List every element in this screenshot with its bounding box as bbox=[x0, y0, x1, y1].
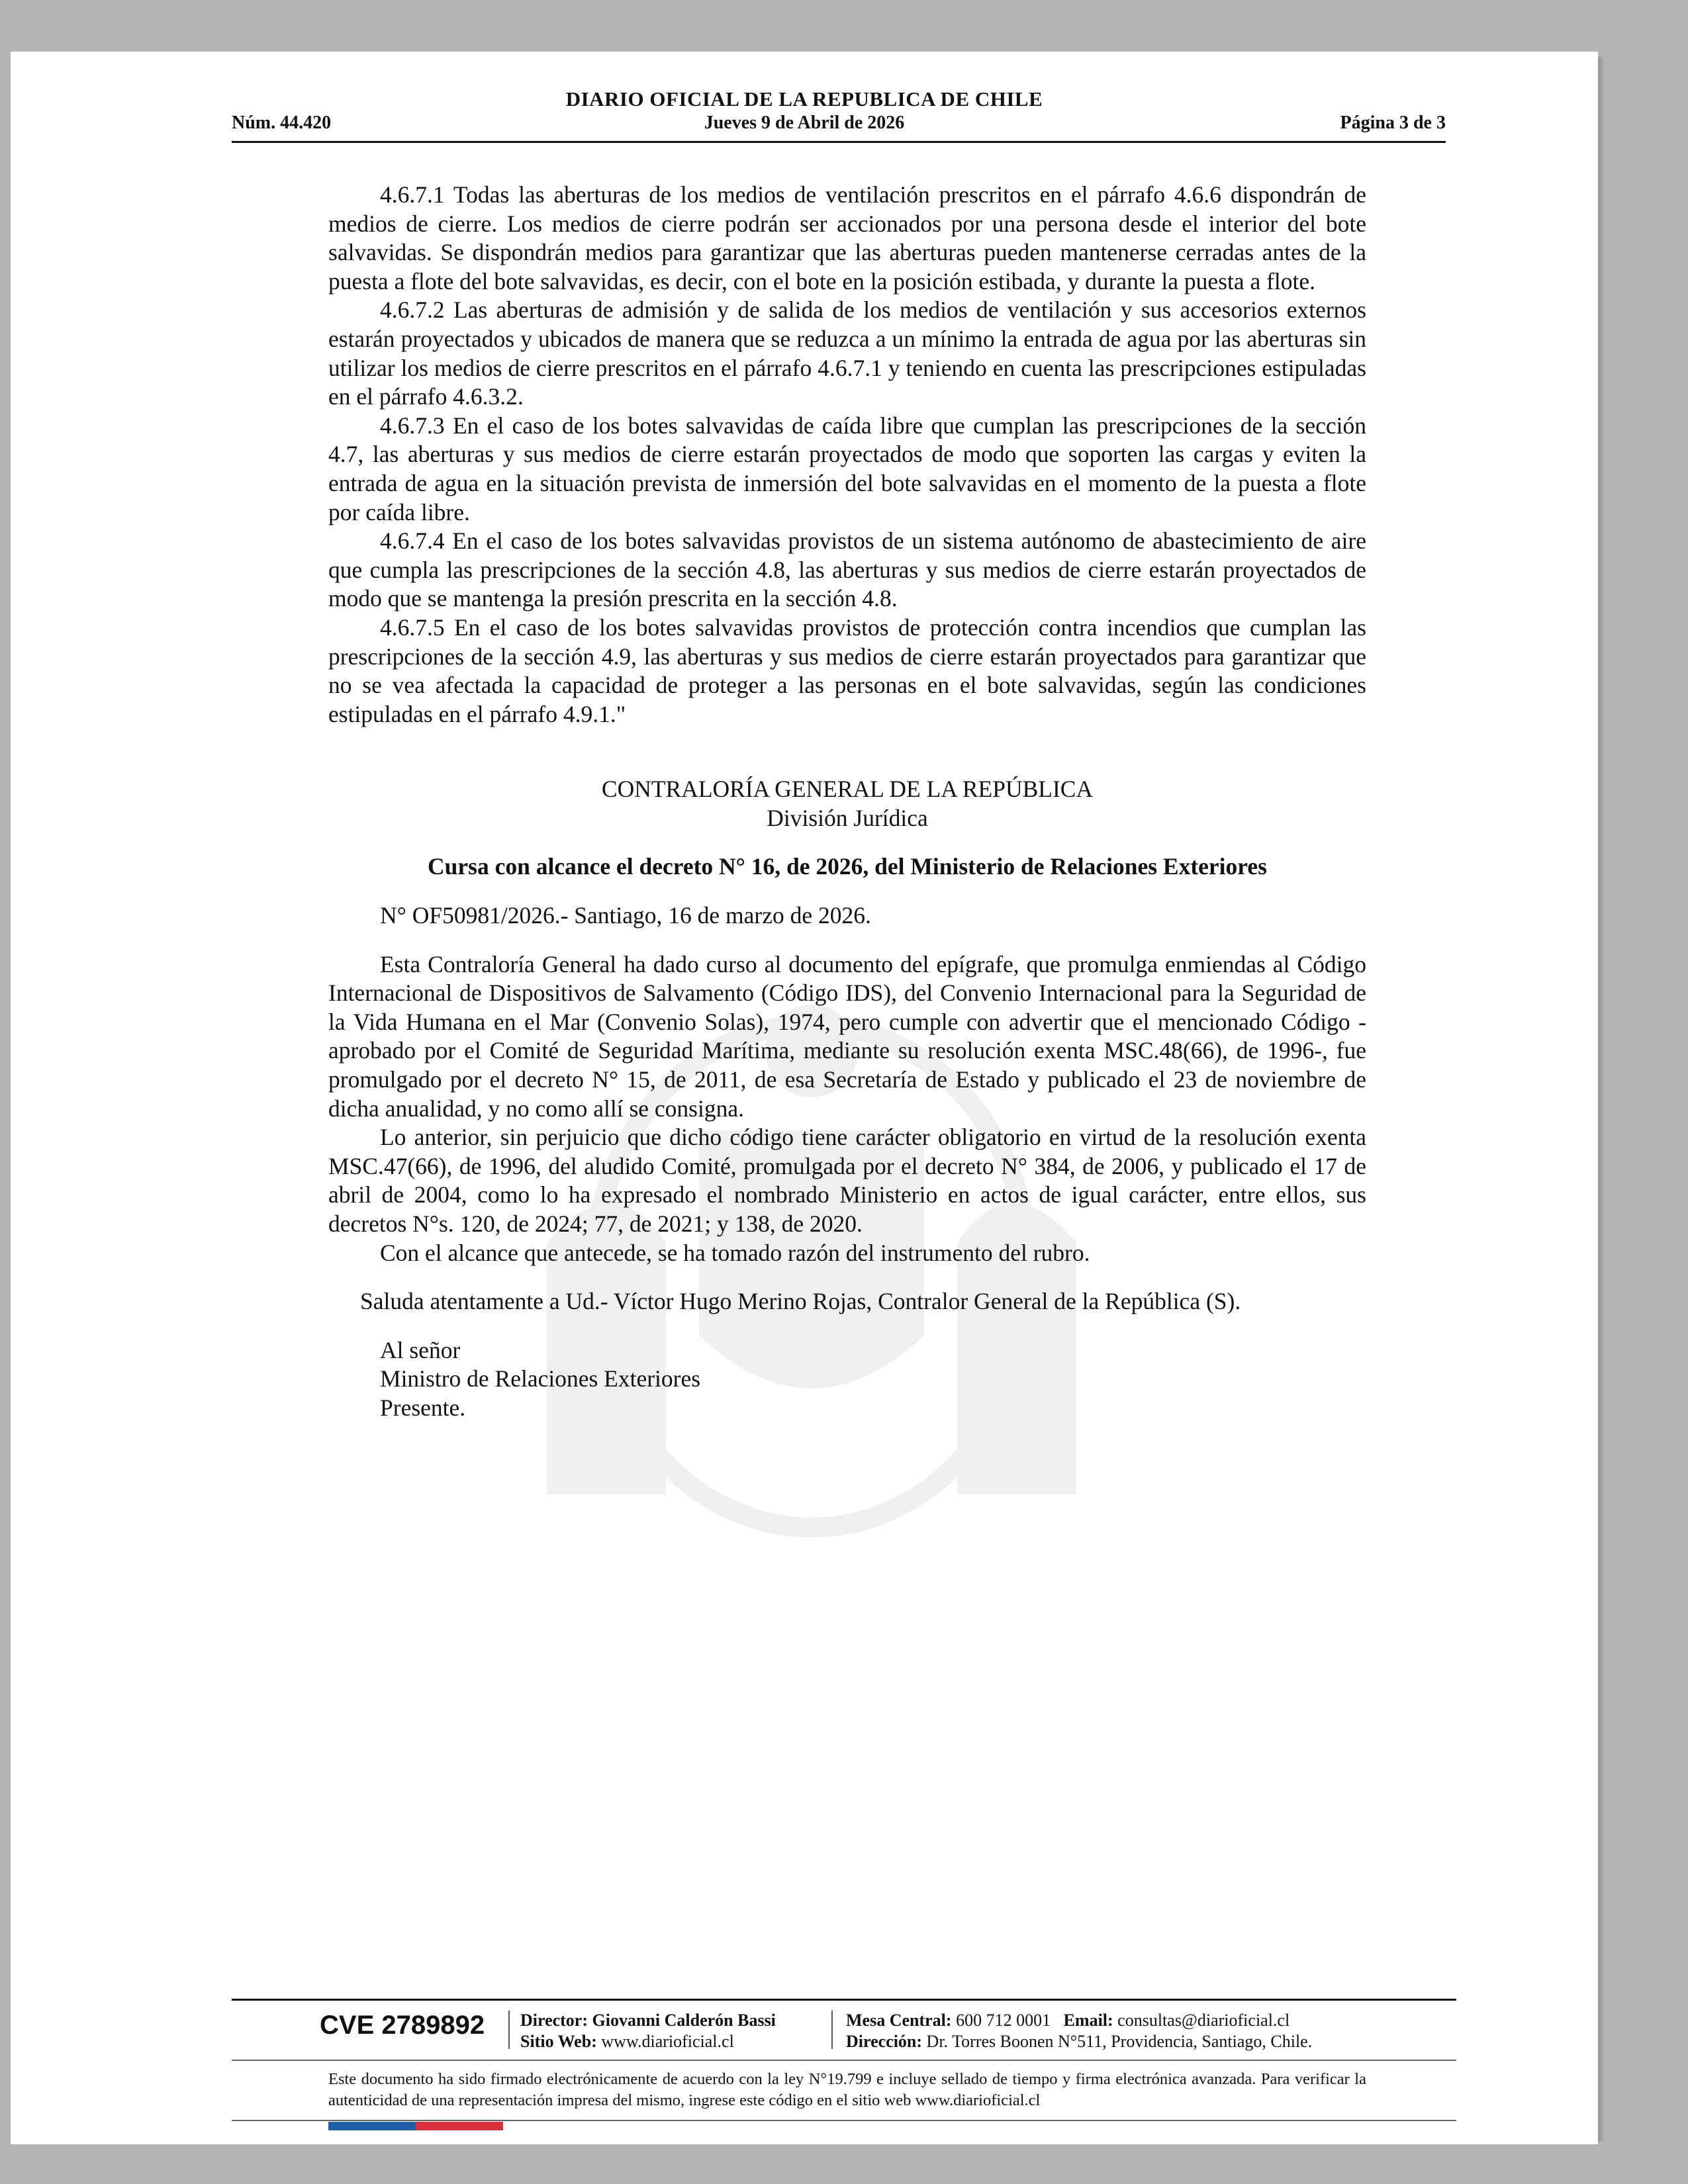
issue-date: Jueves 9 de Abril de 2026 bbox=[704, 113, 905, 133]
newspaper-title: DIARIO OFICIAL DE LA REPUBLICA DE CHILE bbox=[565, 87, 1043, 111]
flag-stripe-red bbox=[416, 2122, 503, 2130]
salutation: Saluda atentamente a Ud.- Víctor Hugo Merino Rojas, Contralor General de la República (S). bbox=[360, 1288, 1241, 1315]
footer-bottom-rule bbox=[232, 2120, 1456, 2121]
spacer bbox=[328, 931, 1366, 950]
footer-legal-notice: Este documento ha sido firmado electrónicamente de acuerdo con la ley N°19.799 e incluye sellado de tiempo y firma electrónica avanzada. Para verificar la autenticidad de una representación impresa del mismo, ingrese este código en el sitio web www.diarioficial.cl bbox=[328, 2070, 1366, 2109]
mesa-phone: 600 712 0001 bbox=[956, 2011, 1051, 2030]
addressee-line-2: Ministro de Relaciones Exteriores bbox=[380, 1365, 701, 1392]
address-value: Dr. Torres Boonen N°511, Providencia, Santiago, Chile. bbox=[926, 2032, 1313, 2051]
footer-mid-rule bbox=[232, 2060, 1456, 2061]
footer-top-rule bbox=[232, 1999, 1456, 2001]
spacer bbox=[328, 833, 1366, 852]
paragraph-4-6-7-4: 4.6.7.4 En el caso de los botes salvavidas provistos de un sistema autónomo de abastecimiento de aire que cumpla las prescripciones de la sección 4.8, las aberturas y sus medios de cierre estarán proyectados de modo que se mantenga la presión prescrita en la sección 4.8. bbox=[328, 527, 1366, 612]
footer-divider bbox=[508, 2011, 510, 2049]
body-paragraph-3: Con el alcance que antecede, se ha tomado razón del instrumento del rubro. bbox=[380, 1239, 1090, 1266]
addressee-line-1: Al señor bbox=[380, 1336, 461, 1363]
issue-number: Núm. 44.420 bbox=[232, 113, 332, 133]
reference-line: N° OF50981/2026.- Santiago, 16 de marzo de 2026. bbox=[380, 902, 871, 929]
footer-contact-block bbox=[846, 2010, 1312, 2052]
spacer bbox=[328, 729, 1366, 775]
cve-code: CVE 2789892 bbox=[320, 2011, 485, 2040]
page-indicator: Página 3 de 3 bbox=[1340, 113, 1446, 133]
division-name: División Jurídica bbox=[767, 804, 928, 831]
mesa-label: Mesa Central: bbox=[846, 2011, 952, 2030]
paragraph-4-6-7-5: 4.6.7.5 En el caso de los botes salvavidas provistos de protección contra incendios que cumplan las prescripciones de la sección 4.9, las aberturas y sus medios de cierre estarán proyectados para garantizar que no se vea afectada la capacidad de proteger a las personas en el bote salvavidas, según las condiciones estipuladas en el párrafo 4.9.1." bbox=[328, 614, 1366, 727]
document-page bbox=[11, 52, 1598, 2144]
site-label: Sitio Web: bbox=[520, 2032, 597, 2051]
spacer bbox=[328, 882, 1366, 901]
body-paragraph-1: Esta Contraloría General ha dado curso al documento del epígrafe, que promulga enmiendas al Código Internacional de Dispositivos de Salvamento (Código IDS), del Convenio Internacional para la Seguridad de la Vida Humana en el Mar (Convenio Solas), 1974, pero cumple con advertir que el mencionado Código -aprobado por el Comité de Seguridad Marítima, mediante su resolución exenta MSC.48(66), de 1996-, fue promulgado por el decreto N° 15, de 2011, de esa Secretaría de Estado y publicado el 23 de noviembre de dicha anualidad, y no como allí se consigna. bbox=[328, 950, 1366, 1122]
email-address[interactable]: consultas@diarioficial.cl bbox=[1117, 2011, 1290, 2030]
director-name: Giovanni Calderón Bassi bbox=[592, 2011, 776, 2030]
addressee-line-3: Presente. bbox=[380, 1394, 466, 1421]
paragraph-4-6-7-1: 4.6.7.1 Todas las aberturas de los medios de ventilación prescritos en el párrafo 4.6.6 dispondrán de medios de cierre. Los medios de cierre podrán ser accionados por una persona desde el interior del bote salvavidas. Se dispondrán medios para garantizar que las aberturas pueden mantenerse cerradas antes de la puesta a flote del bote salvavidas, es decir, con el bote en la posición estibada, y durante la puesta a flote. bbox=[328, 181, 1366, 295]
body-paragraph-2: Lo anterior, sin perjuicio que dicho código tiene carácter obligatorio en virtud de la resolución exenta MSC.47(66), de 1996, del aludido Comité, promulgada por el decreto N° 384, de 2006, y publicado el 17 de abril de 2004, como lo ha expresado el nombrado Ministerio en actos de igual carácter, entre ellos, sus decretos N°s. 120, de 2024; 77, de 2021; y 138, de 2020. bbox=[328, 1124, 1366, 1237]
flag-stripe-blue bbox=[328, 2122, 416, 2130]
spacer bbox=[328, 1267, 1366, 1287]
footer-director-block bbox=[520, 2010, 776, 2052]
header-rule bbox=[232, 141, 1446, 143]
spacer bbox=[328, 1316, 1366, 1336]
institution-name: CONTRALORÍA GENERAL DE LA REPÚBLICA bbox=[601, 776, 1094, 803]
paragraph-4-6-7-2: 4.6.7.2 Las aberturas de admisión y de salida de los medios de ventilación y sus accesorios externos estarán proyectados y ubicados de manera que se reduzca a un mínimo la entrada de agua por las aberturas sin utilizar los medios de cierre prescritos en el párrafo 4.6.7.1 y teniendo en cuenta las prescripciones estipuladas en el párrafo 4.6.3.2. bbox=[328, 296, 1366, 410]
paragraph-4-6-7-3: 4.6.7.3 En el caso de los botes salvavidas de caída libre que cumplan las prescripciones de la sección 4.7, las aberturas y sus medios de cierre estarán proyectados de modo que soporten las cargas y eviten la entrada de agua en la situación prevista de inmersión del bote salvavidas en el momento de la puesta a flote por caída libre. bbox=[328, 412, 1366, 525]
address-label: Dirección: bbox=[846, 2032, 923, 2051]
page-edge-shadow bbox=[1598, 57, 1605, 2142]
document-body bbox=[328, 181, 1366, 1423]
director-label: Director: bbox=[520, 2011, 588, 2030]
footer-divider bbox=[831, 2011, 833, 2049]
section-headline: Cursa con alcance el decreto N° 16, de 2026, del Ministerio de Relaciones Exteriores bbox=[428, 853, 1267, 880]
site-url[interactable]: www.diarioficial.cl bbox=[601, 2032, 734, 2051]
email-label: Email: bbox=[1063, 2011, 1113, 2030]
